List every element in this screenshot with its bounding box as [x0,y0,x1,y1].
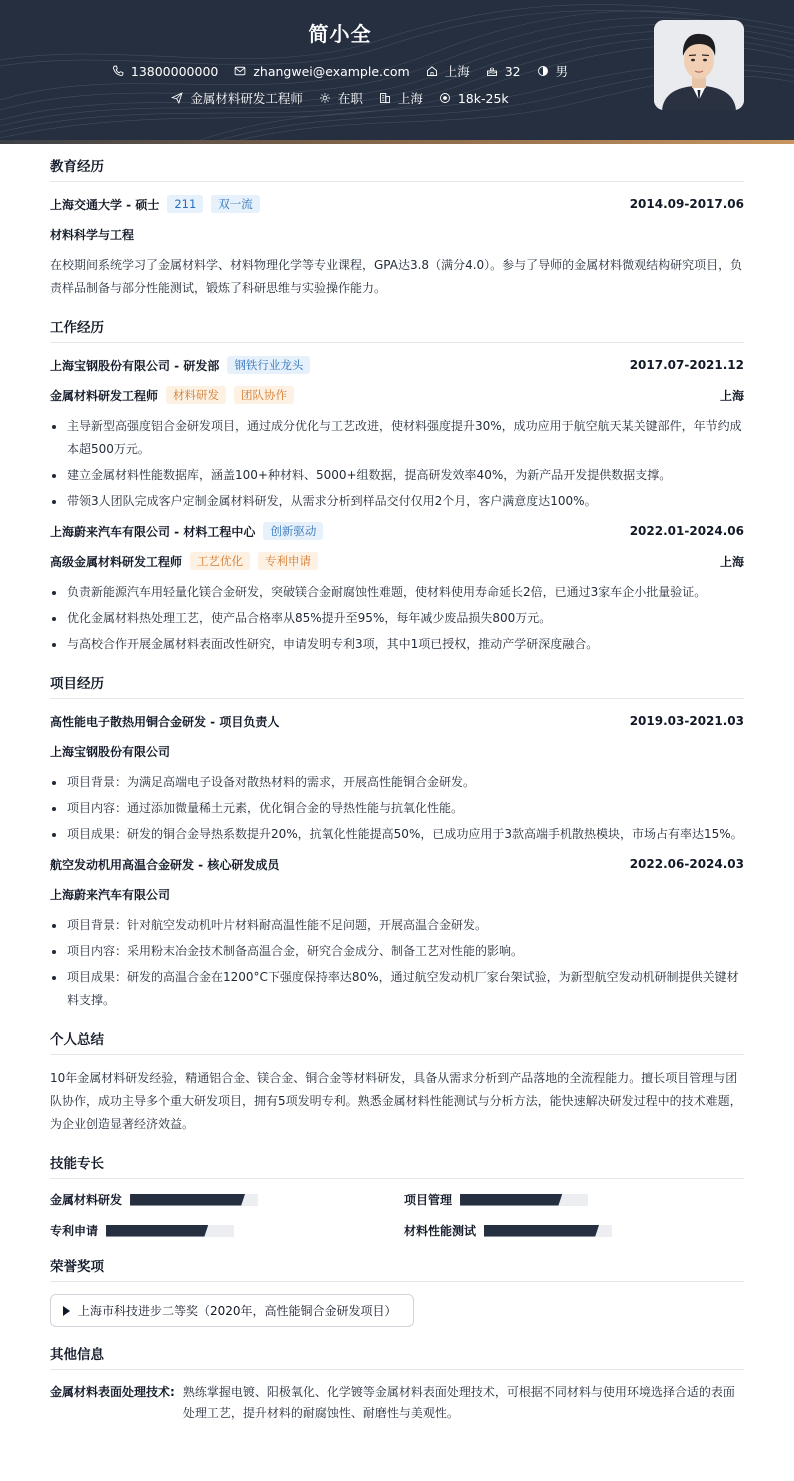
expand-triangle-icon [63,1306,70,1316]
skill-name: 专利申请 [50,1224,99,1238]
phone-icon [112,65,124,77]
status-value: 在职 [337,91,363,106]
salary-item [439,91,509,106]
project-period: 2022.06-2024.03 [629,857,744,871]
honor-text: 上海市科技进步二等奖（2020年，高性能铜合金研发项目） [78,1304,397,1318]
skill-bar-fill [106,1225,208,1237]
school-name: 上海交通大学 - 硕士 [50,197,160,212]
list-item: 项目内容：采用粉末冶金技术制备高温合金，研究合金成分、制备工艺对性能的影响。 [50,940,744,963]
summary-text: 10年金属材料研发经验，精通铝合金、镁合金、铜合金等材料研发，具备从需求分析到产品落地的全流程能力。擅长项目管理与团队协作，成功主导多个重大研发项目，拥有5项发明专利。熟悉金属材料性能测试与分析方法，能快速解决研发过程中的技术难题，为企业创造显著经济效益。 [50,1071,742,1131]
skill-bar [484,1225,612,1237]
company-tag: 创新驱动 [263,522,323,540]
role-tag: 专利申请 [258,552,318,570]
summary-title: 个人总结 [50,1028,744,1055]
skill-bar [460,1194,588,1206]
building-icon [379,92,391,104]
list-item: 项目背景：针对航空发动机叶片材料耐高温性能不足问题，开展高温合金研发。 [50,914,744,937]
project-name: 航空发动机用高温合金研发 - 核心研发成员 [50,857,280,872]
list-item: 项目内容：通过添加微量稀土元素，优化铜合金的导热性能与抗氧化性能。 [50,797,744,820]
skill-name: 项目管理 [404,1193,453,1207]
honors-title: 荣誉奖项 [50,1255,744,1282]
education-section [50,155,744,300]
status-item [319,89,363,107]
work-role-row [50,551,744,571]
list-item: 与高校合作开展金属材料表面改性研究，申请发明专利3项，其中1项已授权，推动产学研深度融合。 [50,633,744,656]
mail-icon [234,65,246,77]
role-tag: 团队协作 [234,386,294,404]
resume-content [50,155,744,1440]
work-role-row [50,385,744,405]
other-item [50,1382,744,1424]
company-tag: 钢铁行业龙头 [227,356,310,374]
list-item: 负责新能源汽车用轻量化镁合金研发，突破镁合金耐腐蚀性难题，使材料使用寿命延长2倍，已通过3家车企小批量验证。 [50,581,744,604]
skill-name: 材料性能测试 [404,1224,477,1238]
location-value: 上海 [444,64,470,79]
skills-grid [50,1191,744,1239]
age-value: 32 [504,63,521,79]
home-icon [426,65,438,77]
skills-section [50,1152,744,1239]
skill-bar-fill [130,1194,245,1206]
school-tag: 双一流 [211,195,260,213]
work-location: 上海 [719,554,744,569]
salary-value: 18k-25k [457,90,509,106]
education-header [50,194,744,214]
skill-name: 金属材料研发 [50,1193,123,1207]
project-org: 上海蔚来汽车有限公司 [50,887,171,902]
list-item: 项目成果：研发的高温合金在1200°C下强度保持率达80%，通过航空发动机厂家台架试验，为新型航空发动机研制提供关键材料支撑。 [50,966,744,1012]
summary-section [50,1028,744,1136]
education-major-row [50,224,744,244]
honor-item[interactable] [50,1294,414,1327]
project-org-row [50,884,744,904]
project-name: 高性能电子散热用铜合金研发 - 项目负责人 [50,714,280,729]
education-period: 2014.09-2017.06 [629,197,744,211]
work-location: 上海 [719,388,744,403]
other-key: 金属材料表面处理技术: [50,1385,175,1399]
skill-bar [130,1194,258,1206]
skill-item [404,1191,744,1208]
list-item: 带领3人团队完成客户定制金属材料研发，从需求分析到样品交付仅用2个月，客户满意度达100%。 [50,490,744,513]
list-item: 项目成果：研发的铜合金导热系数提升20%，抗氧化性能提高50%，已成功应用于3款高端手机散热模块，市场占有率达15%。 [50,823,744,846]
phone-value: 13800000000 [130,63,219,79]
skill-item [50,1191,404,1208]
phone-item[interactable] [112,64,218,79]
work-bullets [50,415,744,513]
avatar-portrait [654,20,744,110]
other-value: 熟练掌握电镀、阳极氧化、化学镀等金属材料表面处理技术，可根据不同材料与使用环境选择合适的表面处理工艺，提升材料的耐腐蚀性、耐磨性与美观性。 [182,1385,735,1420]
education-title: 教育经历 [50,155,744,182]
project-bullets [50,914,744,1012]
job-title-item [171,89,303,107]
role-tag: 工艺优化 [190,552,250,570]
candidate-name: 简小全 [308,22,372,46]
work-title: 工作经历 [50,316,744,343]
location-item [426,62,470,80]
work-entry [50,355,744,513]
list-item: 建立金属材料性能数据库，涵盖100+种材料、5000+组数据，提高研发效率40%，为新产品开发提供数据支撑。 [50,464,744,487]
contact-info-row [0,62,680,80]
work-period: 2022.01-2024.06 [629,524,744,538]
project-header [50,854,744,874]
job-info-row [0,89,680,107]
skill-bar-fill [484,1225,599,1237]
project-entry [50,854,744,1012]
skills-title: 技能专长 [50,1152,744,1179]
project-period: 2019.03-2021.03 [629,714,744,728]
city-item [379,89,423,107]
job-title-value: 金属材料研发工程师 [190,91,303,106]
project-header [50,711,744,731]
avatar [654,20,744,110]
header-accent-bar [0,140,794,144]
role-name: 高级金属材料研发工程师 [50,554,183,569]
company-name: 上海宝钢股份有限公司 - 研发部 [50,358,220,373]
email-item[interactable] [234,64,409,79]
list-item: 项目背景：为满足高端电子设备对散热材料的需求，开展高性能铜合金研发。 [50,771,744,794]
gender-icon [537,65,549,77]
list-item: 主导新型高强度铝合金研发项目，通过成分优化与工艺改进，使材料强度提升30%，成功应用于航空航天某关键部件，年节约成本超500万元。 [50,415,744,461]
work-bullets [50,581,744,656]
age-item [486,64,521,79]
school-tag: 211 [167,195,203,213]
project-org-row [50,741,744,761]
projects-title: 项目经历 [50,672,744,699]
salary-icon [439,92,451,104]
gender-item [537,62,569,80]
education-major: 材料科学与工程 [50,227,135,242]
role-name: 金属材料研发工程师 [50,388,159,403]
send-icon [171,92,183,104]
work-entry [50,521,744,656]
project-entry [50,711,744,846]
education-description: 在校期间系统学习了金属材料学、材料物理化学等专业课程，GPA达3.8（满分4.0）。参与了导师的金属材料微观结构研究项目，负责样品制备与部分性能测试，锻炼了科研思维与实验操作能力。 [50,258,743,295]
list-item: 优化金属材料热处理工艺，使产品合格率从85%提升至95%，每年减少废品损失800万元。 [50,607,744,630]
company-name: 上海蔚来汽车有限公司 - 材料工程中心 [50,524,256,539]
cake-icon [486,65,498,77]
project-org: 上海宝钢股份有限公司 [50,744,171,759]
other-title: 其他信息 [50,1343,744,1370]
honors-section [50,1255,744,1327]
resume-header [0,0,794,140]
work-section [50,316,744,656]
settings-icon [319,92,331,104]
work-period: 2017.07-2021.12 [629,358,744,372]
work-company-row [50,521,744,541]
city-value: 上海 [397,91,423,106]
skill-bar-fill [460,1194,562,1206]
skill-bar [106,1225,234,1237]
email-value: zhangwei@example.com [253,63,410,79]
role-tag: 材料研发 [166,386,226,404]
projects-section [50,672,744,1012]
project-bullets [50,771,744,846]
other-section [50,1343,744,1424]
work-company-row [50,355,744,375]
skill-item [50,1222,404,1239]
skill-item [404,1222,744,1239]
gender-value: 男 [555,64,569,79]
